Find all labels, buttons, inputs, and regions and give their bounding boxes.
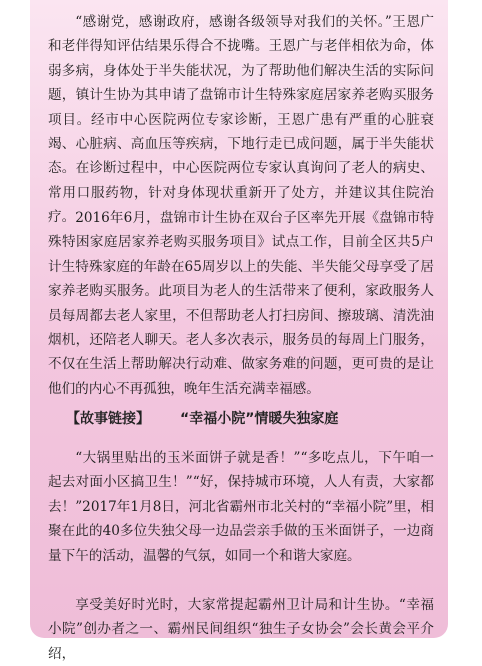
story-link-heading xyxy=(66,404,426,430)
story-link-tag: 【故事链接】 xyxy=(66,411,150,427)
paragraph-happy-courtyard: “大锅里贴出的玉米面饼子就是香！”“多吃点儿，下午咱一起去对面小区搞卫生！”“好，保持城市环境，人人有责，大家都去！”2017年1月8日，河北省霸州市北关村的“幸福小院”里，相聚在此的40多位失独父母一边品尝亲手做的玉米面饼子，一边商量下午的活动，温馨的气氛，如同一个和谐大家庭。 xyxy=(48,450,434,564)
story-link-title: “幸福小院”情暖失独家庭 xyxy=(180,411,339,427)
paragraph-wang-enguang: “感谢党，感谢政府，感谢各级领导对我们的关怀。”王恩广和老伴得知评估结果乐得合不拢嘴。王恩广与老伴相依为命，体弱多病，身体处于半失能状况，为了帮助他们解决生活的实际问题，镇计生协为其申请了盘锦市计生特殊家庭居家养老购买服务项目。经市中心医院两位专家诊断，王恩广患有严重的心脏衰竭、心脏病、高血压等疾病，下地行走已成问题，属于半失能状态。在诊断过程中，中心医院两位专家认真询问了老人的病史、常用口服药物，针对身体现状重新开了处方，并建议其住院治疗。 xyxy=(48,14,434,226)
paragraph-panjin-project: 2016年6月，盘锦市计生协在双台子区率先开展《盘锦市特殊特困家庭居家养老购买服务项目》试点工作，目前全区共5户计生特殊家庭的年龄在65周岁以上的失能、半失能父母享受了居家养老购买服务。此项目为老人的生活带来了便利，家政服务人员每周都去老人家里，不但帮助老人打扫房间、擦玻璃、清洗油烟机，还陪老人聊天。老人多次表示，服务员的每周上门服务，不仅在生活上帮助解决行动难、做家务难的问题，更可贵的是让他们的内心不再孤独，晚年生活充满幸福感。 xyxy=(48,210,434,397)
paragraph-bazhou-intro: 享受美好时光时，大家常提起霸州卫计局和计生协。“幸福小院”创办者之一、霸州民间组织“独生子女协会”会长黄会平介绍， xyxy=(48,597,434,662)
